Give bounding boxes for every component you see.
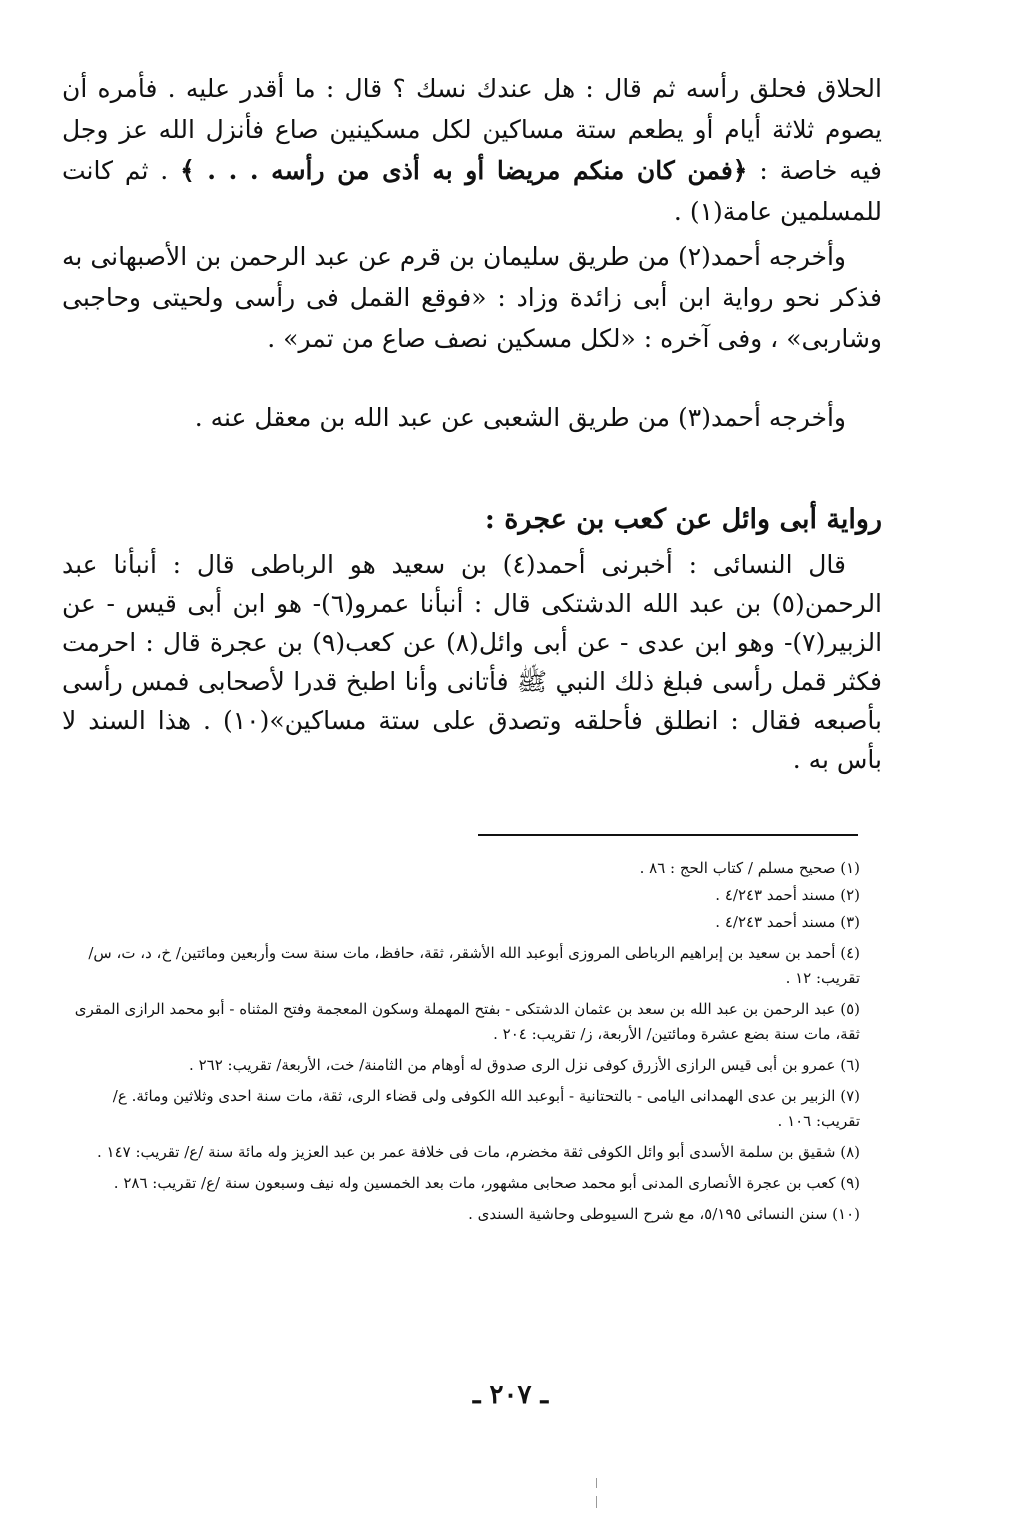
paragraph-2 (62, 236, 882, 359)
paragraph-3-text: وأخرجه أحمد(٣) من طريق الشعبى عن عبد الله بن معقل عنه . (194, 403, 846, 432)
paragraph-2-text: وأخرجه أحمد(٢) من طريق سليمان بن قرم عن عبد الرحمن بن الأصبهانى به فذكر نحو رواية ابن أبى زائدة وزاد : «فوقع القمل فى رأسى ولحيتى وحاجبى وشاربى» ، وفى آخره : «لكل مسكين نصف صاع من تمر» . (62, 242, 882, 353)
footnote-10: (١٠) سنن النسائى ٥/١٩٥، مع شرح السيوطى وحاشية السندى . (468, 1205, 860, 1223)
paragraph-4-text: قال النسائى : أخبرنى أحمد(٤) بن سعيد هو الرباطى قال : أنبأنا عبد الرحمن(٥) بن عبد الله الدشتكى قال : أنبأنا عمرو(٦)- هو ابن أبى قيس - عن الزبير(٧)- وهو ابن عدى - عن أبى وائل(٨) عن كعب(٩) بن عجرة قال : احرمت فكثر قمل رأسى فبلغ ذلك النبي ﷺ فأتانى وأنا اطبخ قدرا لأصحابى فمس رأسى بأصبعه فقال : انطلق فأحلقه وتصدق على ستة مساكين»(١٠) . هذا السند لا بأس به . (62, 550, 883, 774)
section-heading: رواية أبى وائل عن كعب بن عجرة : (484, 504, 882, 535)
page-number: ـ ٢٠٧ ـ (472, 1380, 549, 1410)
footnote-8: (٨) شقيق بن سلمة الأسدى أبو وائل الكوفى ثقة مخضرم، مات فى خلافة عمر بن عبد العزيز وله مائة سنة /ع/ تقريب: ١٤٧ . (97, 1143, 860, 1161)
paragraph-1-text: الحلاق فحلق رأسه ثم قال : هل عندك نسك ؟ قال : ما أقدر عليه . فأمره أن يصوم ثلاثة أيام أو يطعم ستة مساكين لكل مسكينين صاع فأنزل الله عز وجل فيه خاصة : (62, 74, 882, 185)
footnote-2: (٢) مسند أحمد ٤/٢٤٣ . (715, 886, 860, 904)
paragraph-3 (62, 397, 882, 438)
paragraph-1-tail: . ثم كانت للمسلمين عامة(١) . (62, 156, 882, 226)
footnote-6: (٦) عمرو بن أبى قيس الرازى الأزرق كوفى نزل الرى صدوق له أوهام من الثامنة/ خت، الأربعة/ تقريب: ٢٦٢ . (189, 1056, 860, 1074)
footnote-4: (٤) أحمد بن سعيد بن إبراهيم الرباطى المروزى أبوعبد الله الأشقر، ثقة، حافظ، مات سنة ست وأربعين ومائتين/ خ، د، ت، س/ تقريب: ١٢ . (88, 944, 860, 987)
footnote-7: (٧) الزبير بن عدى الهمدانى اليامى - بالتحتانية - أبوعبد الله الكوفى ولى قضاء الرى، ثقة، مات سنة احدى وثلاثين ومائة. ع/ تقريب: ١٠٦ . (112, 1087, 860, 1130)
footnote-9: (٩) كعب بن عجرة الأنصارى المدنى أبو محمد صحابى مشهور، مات بعد الخمسين وله نيف وسبعون سنة /ع/ تقريب: ٢٨٦ . (113, 1174, 860, 1192)
footnote-1: (١) صحيح مسلم / كتاب الحج : ٨٦ . (639, 859, 860, 877)
paragraph-1 (62, 68, 882, 232)
footnote-divider (478, 834, 858, 836)
paragraph-4 (62, 545, 882, 779)
quran-verse: ﴿فمن كان منكم مريضا أو به أذى من رأسه . . . ﴾ (180, 156, 748, 185)
footnote-5: (٥) عبد الرحمن بن عبد الله بن سعد بن عثمان الدشتكى - بفتح المهملة وسكون المعجمة وفتح المثناه - أبو محمد الرازى المقرى ثقة، مات سنة بضع عشرة ومائتين/ الأربعة، ز/ تقريب: ٢٠٤ . (74, 1000, 860, 1043)
footnote-3: (٣) مسند أحمد ٤/٢٤٣ . (715, 913, 860, 931)
footnotes (70, 856, 884, 1233)
scan-mark (596, 1496, 597, 1508)
scan-mark (596, 1478, 597, 1488)
